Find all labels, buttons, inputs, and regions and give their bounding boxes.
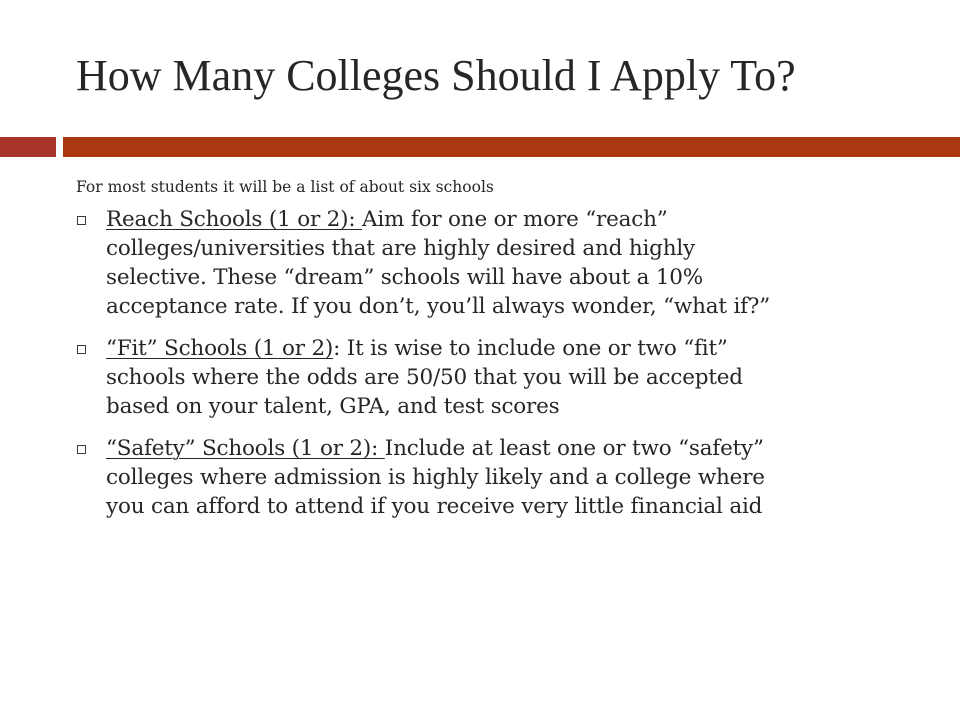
square-bullet-icon xyxy=(77,216,86,225)
slide-content xyxy=(76,176,932,534)
bullet-line: you can afford to attend if you receive very little financial aid xyxy=(106,494,763,519)
bullet-heading: Reach Schools (1 or 2): xyxy=(106,207,363,232)
slide-title: How Many Colleges Should I Apply To? xyxy=(76,51,796,100)
title-rule-left xyxy=(0,137,56,157)
bullet-line xyxy=(106,205,932,234)
bullet-line: based on your talent, GPA, and test scores xyxy=(106,394,560,419)
bullet-line xyxy=(106,434,932,463)
bullet-line: colleges/universities that are highly desired and highly xyxy=(106,236,695,261)
bullet-fit-schools xyxy=(76,334,932,421)
square-bullet-icon xyxy=(77,345,86,354)
bullet-reach-schools xyxy=(76,205,932,321)
bullet-safety-schools xyxy=(76,434,932,521)
intro-text: For most students it will be a list of about six schools xyxy=(76,178,494,196)
bullet-line: selective. These “dream” schools will have about a 10% xyxy=(106,265,704,290)
bullet-heading: “Fit” Schools (1 or 2) xyxy=(106,336,334,361)
square-bullet-icon xyxy=(77,445,86,454)
title-rule-right xyxy=(63,137,960,157)
bullet-line: colleges where admission is highly likely and a college where xyxy=(106,465,765,490)
bullet-line: schools where the odds are 50/50 that you will be accepted xyxy=(106,365,743,390)
bullet-text: : It is wise to include one or two “fit” xyxy=(333,336,728,361)
bullet-heading: “Safety” Schools (1 or 2): xyxy=(106,436,385,461)
bullet-line: acceptance rate. If you don’t, you’ll always wonder, “what if?” xyxy=(106,294,771,319)
bullet-line xyxy=(106,334,932,363)
bullet-text: Aim for one or more “reach” xyxy=(362,207,668,232)
bullet-list xyxy=(76,205,932,521)
bullet-text: Include at least one or two “safety” xyxy=(384,436,764,461)
